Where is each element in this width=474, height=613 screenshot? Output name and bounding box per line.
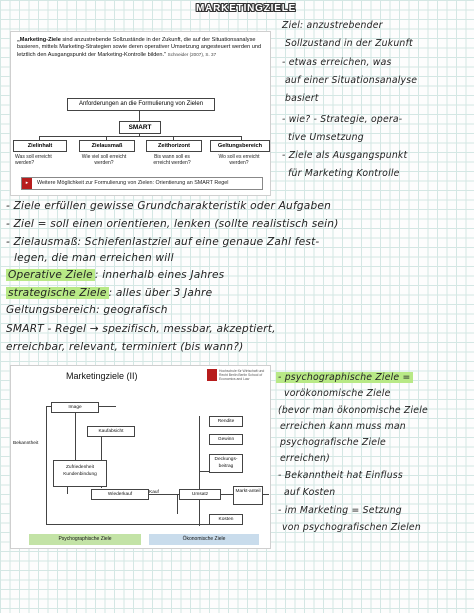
connector	[39, 136, 241, 137]
node-image: Image	[51, 402, 99, 413]
footer-psychographic: Psychographische Ziele	[29, 534, 141, 545]
arrow-icon: ▸	[22, 178, 32, 189]
page-title: MARKETINGZIELE	[196, 3, 297, 14]
connector	[177, 494, 178, 514]
right-note-6: - wie? - Strategie, opera-	[282, 114, 403, 125]
lower-note-6: erreichen)	[280, 453, 330, 464]
node-kaufabsicht: Kaufabsicht	[87, 426, 135, 437]
category-zielausmass: Zielausmaß	[79, 140, 135, 152]
highlight-operative: Operative Ziele	[8, 269, 93, 281]
highlight-strategic: strategische Ziele	[8, 287, 107, 299]
lower-note-9: - im Marketing = Setzung	[278, 505, 402, 516]
note-strategic	[6, 286, 212, 300]
connector	[139, 110, 140, 121]
connector	[75, 410, 76, 460]
right-note-5: basiert	[285, 93, 319, 104]
right-note-8: - Ziele als Ausgangspunkt	[282, 150, 408, 161]
node-wiederkauf: Wiederkauf	[91, 489, 149, 500]
lower-note-8: auf Kosten	[284, 487, 336, 498]
banner-text: Weitere Möglichkeit zur Formulierung von Zielen: Orientierung an SMART Regel	[37, 180, 229, 186]
operative-definition: : innerhalb eines Jahres	[94, 269, 225, 281]
right-note-4: auf einer Situationsanalyse	[285, 75, 418, 86]
requirements-box: Anforderungen an die Formulierung von Zielen	[67, 98, 215, 111]
definition-quote	[17, 37, 269, 60]
lower-note-7: - Bekanntheit hat Einfluss	[278, 470, 403, 481]
note-line-7: Geltungsbereich: geografisch	[6, 304, 168, 316]
right-note-7: tive Umsetzung	[288, 132, 364, 143]
footer-economic: Ökonomische Ziele	[149, 534, 259, 545]
smart-box: SMART	[119, 121, 161, 134]
university-name: Hochschule für Wirtschaft und Recht Berlin Berlin School of Economics and Law	[219, 369, 265, 381]
smart-slide	[10, 31, 271, 196]
note-line-9: erreichbar, relevant, terminiert (bis wann?)	[6, 341, 244, 353]
node-rendite: Rendite	[209, 416, 243, 427]
lower-note-5: psychografische Ziele	[280, 437, 386, 448]
node-kosten: Kosten	[209, 514, 243, 525]
quote-source: Schneider (2007), S. 37	[167, 52, 217, 58]
node-deckungsbeitrag: Deckungs-beitrag	[209, 454, 243, 473]
note-line-1: - Ziele erfüllen gewisse Grundcharakteristik oder Aufgaben	[6, 200, 332, 212]
node-bekanntheit: Bekanntheit	[13, 441, 39, 446]
lower-note-2: vorökonomische Ziele	[284, 388, 391, 399]
note-operative	[6, 268, 224, 282]
node-kauf: Kauf	[149, 490, 159, 495]
question-zeithorizont: Bis wann soll es erreicht werden?	[153, 154, 191, 167]
lower-note-4: erreichen kann muss man	[280, 421, 406, 432]
slide2-title: Marketingziele (II)	[66, 371, 138, 381]
question-zielausmass: Wie viel soll erreicht werden?	[81, 154, 127, 167]
lower-note-10: von psychografischen Zielen	[282, 522, 421, 533]
note-line-8: SMART - Regel → spezifisch, messbar, akzeptiert,	[6, 323, 276, 335]
note-line-4: legen, die man erreichen will	[14, 252, 174, 264]
category-geltungsbereich: Geltungsbereich	[210, 140, 270, 152]
node-zufriedenheit: Zufriedenheit Kundenbindung	[53, 460, 107, 487]
question-geltungsbereich: Wo soll es erreicht werden?	[218, 154, 260, 167]
note-line-3: - Zielausmaß: Schiefenlastziel auf eine genaue Zahl fest-	[6, 236, 320, 248]
goals-diagram-slide	[10, 365, 271, 549]
node-umsatz: Umsatz	[179, 489, 221, 500]
node-gewinn: Gewinn	[209, 434, 243, 445]
connector	[46, 406, 47, 524]
quote-text: sind anzustrebende Sollzustände in der Zukunft, die auf der Situationsanalyse basieren, mittels Marketing-Strategien sowie deren operativer Umsetzung angesteuert werden und letztlich den Ausgangspunkt der Marketing-Kontrolle bilden."	[17, 37, 262, 59]
highlight-psychographic: - psychographische Ziele =	[278, 372, 411, 383]
university-logo	[207, 369, 217, 381]
lower-note-1	[276, 372, 413, 384]
category-zeithorizont: Zeithorizont	[146, 140, 202, 152]
right-note-3: - etwas erreichen, was	[282, 57, 392, 68]
note-line-2: - Ziel = soll einen orientieren, lenken (sollte realistisch sein)	[6, 218, 339, 230]
right-note-9: für Marketing Kontrolle	[288, 168, 400, 179]
strategic-definition: : alles über 3 Jahre	[108, 287, 213, 299]
smart-banner	[21, 177, 263, 190]
right-note-1: Ziel: anzustrebender	[282, 20, 383, 31]
quote-term: „Marketing-Ziele	[17, 37, 61, 43]
question-zielinhalt: Was soll erreicht werden?	[15, 154, 52, 167]
right-note-2: Sollzustand in der Zukunft	[285, 38, 413, 49]
category-zielinhalt: Zielinhalt	[13, 140, 67, 152]
lower-note-3: (bevor man ökonomische Ziele	[278, 405, 428, 416]
connector	[46, 524, 236, 525]
connector	[199, 471, 209, 472]
node-marktanteil: Markt-anteil	[233, 486, 263, 505]
